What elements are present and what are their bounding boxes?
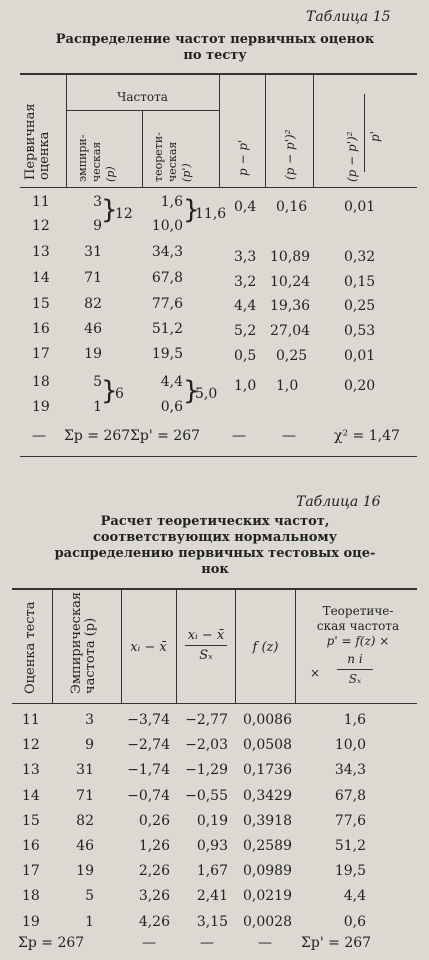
t15-score: 14 — [32, 270, 50, 286]
t16-z: 1,67 — [196, 863, 228, 880]
t16-score: 12 — [22, 737, 40, 754]
t15-group1-ratio: 0,01 — [344, 199, 376, 215]
t16-deviation: −2,74 — [127, 737, 170, 754]
t15-chi-square: χ² = 1,47 — [334, 428, 400, 444]
t16-theoretical: 4,4 — [343, 888, 366, 905]
t16-score: 11 — [22, 712, 40, 728]
t15-empirical: 82 — [84, 296, 102, 312]
t16-header-theoretical-mul: × — [310, 666, 321, 680]
t15-total-theoretical: Σp' = 267 — [130, 428, 201, 444]
t15-total-empirical: Σp = 267 — [64, 428, 131, 444]
t16-fz: 0,0219 — [243, 888, 292, 905]
t15-score: 17 — [32, 346, 50, 362]
table16-label: Таблица 16 — [296, 494, 381, 510]
table15-bottom-rule — [20, 456, 417, 457]
t15-theoretical: 19,5 — [151, 346, 183, 362]
t15-empirical: 1 — [93, 399, 102, 415]
table15-title-line2: по тесту — [183, 48, 247, 63]
table15-col-divider — [313, 74, 314, 187]
t16-empirical: 31 — [76, 762, 94, 779]
t16-z: −2,03 — [185, 737, 228, 754]
table16-title-line2: соответствующих нормальному — [92, 530, 338, 545]
t16-z: 3,15 — [196, 913, 228, 930]
t15-header-theoretical: теорети- ческая (p') — [152, 132, 193, 182]
table16-top-rule — [12, 588, 417, 590]
t16-z: 2,41 — [196, 888, 228, 905]
t16-empirical: 46 — [76, 838, 94, 854]
t15-group1-theoretical-brace: } — [183, 195, 200, 225]
t16-theoretical: 51,2 — [334, 838, 366, 854]
t15-header-ratio-bar — [364, 94, 365, 172]
t15-empirical: 5 — [93, 374, 102, 390]
t16-empirical: 3 — [85, 712, 94, 728]
t15-theoretical: 51,2 — [151, 321, 183, 337]
t15-group2-empirical-brace: } — [101, 376, 118, 406]
t16-fz: 0,2589 — [243, 838, 292, 854]
t16-deviation: 4,26 — [138, 913, 170, 930]
t16-total-theoretical: Σp' = 267 — [301, 935, 372, 951]
table15-title-line1: Распределение частот первичных оценок — [55, 32, 375, 47]
t15-header-score: Первичная оценка — [23, 103, 52, 180]
t15-header-empirical: эмпири- ческая (p) — [76, 134, 117, 182]
t15-total-difference: — — [232, 428, 246, 444]
table16-col-divider — [176, 590, 177, 703]
t15-header-square: (p − p')² — [283, 129, 297, 180]
table16-title-line3: распределению первичных тестовых оце- — [54, 546, 376, 561]
t15-theoretical: 67,8 — [151, 270, 183, 286]
t16-deviation: 3,26 — [138, 888, 170, 905]
t15-score: 18 — [32, 374, 50, 390]
t15-difference: 5,2 — [234, 323, 257, 339]
t16-fz: 0,0989 — [243, 863, 292, 880]
t16-z: −1,29 — [185, 762, 228, 779]
t16-z: 0,93 — [196, 838, 228, 854]
t15-ratio: 0,25 — [344, 298, 376, 314]
t16-theoretical: 10,0 — [334, 737, 366, 754]
t16-fz: 0,0028 — [243, 913, 292, 930]
t16-header-z: xᵢ − x̄ Sₓ — [178, 628, 234, 663]
t16-score: 15 — [22, 812, 40, 829]
t15-total-square: — — [282, 428, 296, 444]
t15-score: 12 — [32, 218, 50, 234]
t15-empirical: 31 — [84, 244, 102, 260]
t15-group1-empirical-sum: 12 — [115, 206, 133, 222]
t15-difference: 3,2 — [234, 274, 257, 290]
t15-empirical: 9 — [93, 218, 102, 234]
t15-group1-difference: 0,4 — [234, 199, 257, 215]
t15-theoretical: 10,0 — [151, 218, 183, 234]
t15-header-frequency: Частота — [117, 90, 168, 104]
t16-empirical: 82 — [76, 812, 94, 829]
table15-header-rule — [20, 187, 417, 188]
t15-square: 0,25 — [276, 348, 308, 364]
t16-score: 18 — [22, 888, 40, 905]
t15-theoretical: 4,4 — [160, 374, 183, 390]
t16-header-fz: f (z) — [252, 640, 279, 655]
t15-group2-empirical-sum: 6 — [115, 386, 124, 402]
t15-group1-empirical-brace: } — [101, 195, 118, 225]
t15-theoretical: 1,6 — [160, 194, 183, 210]
t15-group1-theoretical-sum: 11,6 — [195, 206, 227, 222]
table16-col-divider — [52, 590, 53, 703]
t16-score: 17 — [22, 863, 40, 880]
t16-z: 0,19 — [196, 812, 228, 829]
table15-label: Таблица 15 — [306, 9, 391, 25]
t15-ratio: 0,01 — [344, 348, 376, 364]
t16-empirical: 9 — [85, 737, 94, 754]
t16-deviation: −1,74 — [127, 762, 170, 779]
t15-square: 19,36 — [270, 298, 311, 314]
t15-square: 10,89 — [270, 249, 311, 265]
t15-group2-theoretical-sum: 5,0 — [195, 386, 218, 402]
t15-square: 27,04 — [270, 323, 311, 339]
t15-score: 11 — [32, 194, 50, 210]
t15-ratio: 0,53 — [344, 323, 376, 339]
t16-fz: 0,0508 — [243, 737, 292, 754]
t15-header-ratio-den: p' — [368, 131, 382, 142]
t15-score: 16 — [32, 321, 50, 337]
t15-score: 13 — [32, 244, 50, 260]
t15-square: 10,24 — [270, 274, 311, 290]
t16-fz: 0,3429 — [243, 787, 292, 804]
t15-group1-square: 0,16 — [276, 199, 308, 215]
t16-empirical: 71 — [76, 787, 94, 804]
t15-empirical: 71 — [84, 270, 102, 286]
t15-empirical: 46 — [84, 321, 102, 337]
t16-empirical: 5 — [85, 888, 94, 905]
t16-header-deviation: xᵢ − x̄ — [130, 640, 167, 655]
t15-group2-square: 1,0 — [276, 378, 299, 394]
t15-difference: 4,4 — [234, 298, 257, 314]
t16-score: 19 — [22, 913, 40, 930]
t15-group2-theoretical-brace: } — [183, 376, 200, 406]
t16-empirical: 19 — [76, 863, 94, 880]
t16-score: 14 — [22, 787, 40, 804]
t16-deviation: 0,26 — [138, 812, 170, 829]
t16-theoretical: 67,8 — [334, 787, 366, 804]
t16-theoretical: 0,6 — [343, 913, 366, 930]
t16-theoretical: 77,6 — [334, 812, 366, 829]
t16-header-empirical: Эмпирическая частота (p) — [69, 591, 98, 694]
t15-score: 19 — [32, 399, 50, 415]
t16-deviation: 2,26 — [138, 863, 170, 880]
t15-group2-ratio: 0,20 — [344, 378, 376, 394]
t16-header-theoretical-frac: n i Sₓ — [328, 652, 382, 687]
t16-deviation: 1,26 — [138, 838, 170, 854]
t16-header-score: Оценка теста — [23, 601, 38, 694]
t15-group2-difference: 1,0 — [234, 378, 257, 394]
t16-z: −2,77 — [185, 712, 228, 728]
table16-title-line1: Расчет теоретических частот, — [100, 514, 330, 529]
t15-theoretical: 77,6 — [151, 296, 183, 312]
t16-score: 13 — [22, 762, 40, 779]
t15-theoretical: 0,6 — [160, 399, 183, 415]
t16-theoretical: 19,5 — [334, 863, 366, 880]
t16-header-theoretical: Теоретиче- ская частота p' = f(z) × — [316, 604, 400, 648]
t16-fz: 0,3918 — [243, 812, 292, 829]
t16-fz: 0,0086 — [243, 712, 292, 728]
table15-col-divider — [265, 74, 266, 187]
t15-ratio: 0,32 — [344, 249, 376, 265]
t16-total-deviation: — — [142, 935, 156, 951]
t15-header-ratio: (p − p')² — [345, 131, 359, 182]
table15-col-divider — [142, 111, 143, 187]
t16-theoretical: 34,3 — [334, 762, 366, 779]
t15-difference: 3,3 — [234, 249, 257, 265]
t16-z: −0,55 — [185, 787, 228, 804]
t16-fz: 0,1736 — [243, 762, 292, 779]
t15-theoretical: 34,3 — [151, 244, 183, 260]
t15-empirical: 19 — [84, 346, 102, 362]
t15-ratio: 0,15 — [344, 274, 376, 290]
t15-score: 15 — [32, 296, 50, 312]
t16-deviation: −0,74 — [127, 787, 170, 804]
t16-total-fz: — — [258, 935, 272, 951]
t15-difference: 0,5 — [234, 348, 257, 364]
table16-header-rule — [12, 703, 417, 704]
t16-total-z: — — [200, 935, 214, 951]
t16-empirical: 1 — [85, 913, 94, 930]
t16-deviation: −3,74 — [127, 712, 170, 728]
t16-theoretical: 1,6 — [343, 712, 366, 728]
t16-total-empirical: Σp = 267 — [18, 935, 85, 951]
t15-total-dash: — — [32, 428, 46, 444]
t16-score: 16 — [22, 838, 40, 854]
t15-header-difference: p − p' — [236, 139, 250, 176]
table16-title-line4: нок — [201, 562, 229, 577]
t15-empirical: 3 — [93, 194, 102, 210]
table15-col-divider — [219, 74, 220, 187]
